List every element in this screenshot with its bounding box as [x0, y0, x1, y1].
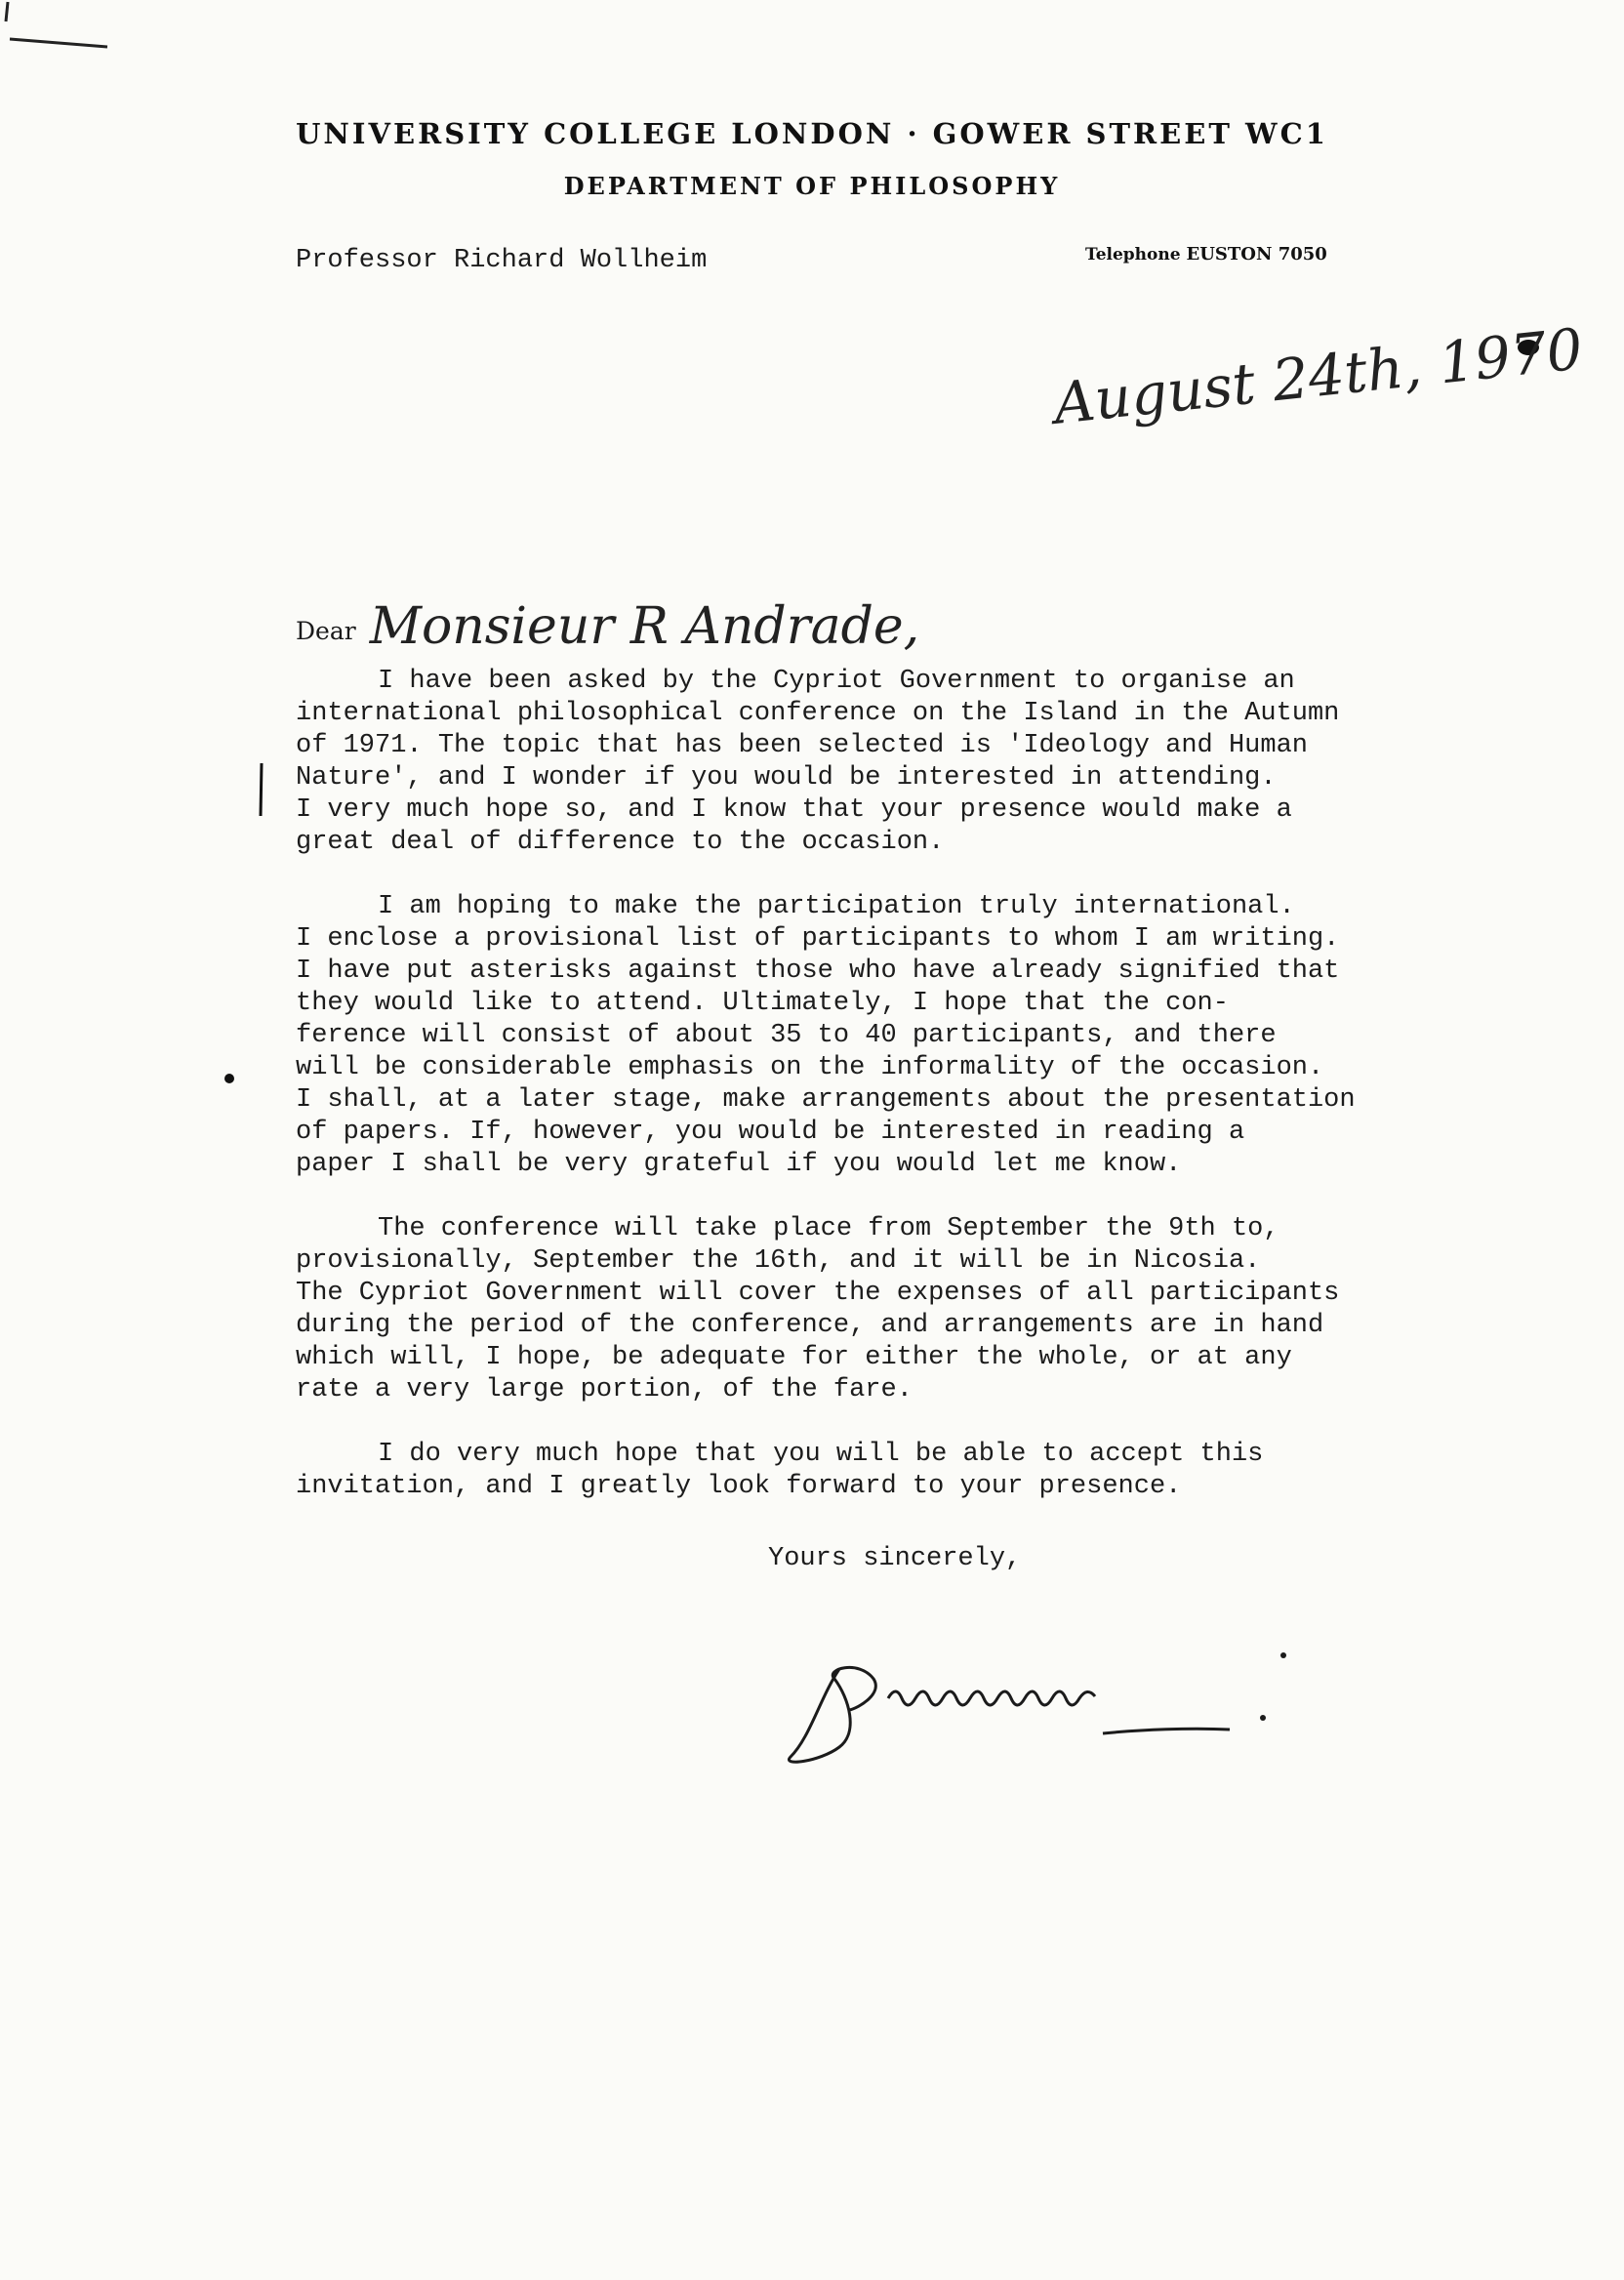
closing-phrase: Yours sincerely,: [768, 1544, 1022, 1573]
paragraph-logistics: The conference will take place from September the 9th to, provisionally, September the 16th, and it will be in Nicosia. The Cypriot Government will cover the expenses of all participants during the period of the conference, and arrangements are in hand which will, I hope, be adequate for either the whole, or at any rate a very large portion, of the fare.: [296, 1214, 1340, 1405]
paragraph-participation: I am hoping to make the participation truly international. I enclose a provisional list of participants to whom I am writing. I have put asterisks against those who have already signified that they would like to attend. Ultimately, I hope that the con- ference will consist of about 35 to 40 participants, and there will be considerable emphasis on the informality of the occasion. I shall, at a later stage, make arrangements about the presentation of papers. If, however, you would be interested in reading a paper I shall be very grateful if you would let me know.: [296, 892, 1356, 1179]
margin-line-mark: [256, 761, 267, 820]
paragraph-invitation: I have been asked by the Cypriot Government to organise an international philosophical conference on the Island in the Autumn of 1971. The topic that has been selected is 'Ideology and Human Nature', and I wonder if you would be interested in attending. I very much hope so, and I know that your presence would make a great deal of difference to the occasion.: [296, 667, 1340, 857]
handwritten-recipient-name: Monsieur R Andrade,: [369, 597, 920, 656]
salutation: [296, 593, 920, 656]
letter-body: [296, 666, 1399, 1535]
paragraph-closing-hope: I do very much hope that you will be able to accept this invitation, and I greatly look forward to your presence.: [296, 1440, 1264, 1501]
telephone-number: EUSTON 7050: [1186, 244, 1327, 265]
telephone-label: Telephone: [1085, 245, 1181, 265]
salutation-dear: Dear: [296, 617, 356, 645]
sender-name: Professor Richard Wollheim: [296, 246, 708, 275]
telephone-line: [1085, 244, 1327, 265]
margin-dot: [223, 1072, 236, 1085]
handwritten-date: August 24th, 1970: [1050, 315, 1586, 437]
scan-mark-top-left: [0, 0, 117, 68]
handwritten-signature: [781, 1640, 1288, 1776]
letterhead-institution: UNIVERSITY COLLEGE LONDON · GOWER STREET WC1: [296, 117, 1328, 150]
letterhead-department: DEPARTMENT OF PHILOSOPHY: [563, 172, 1061, 200]
